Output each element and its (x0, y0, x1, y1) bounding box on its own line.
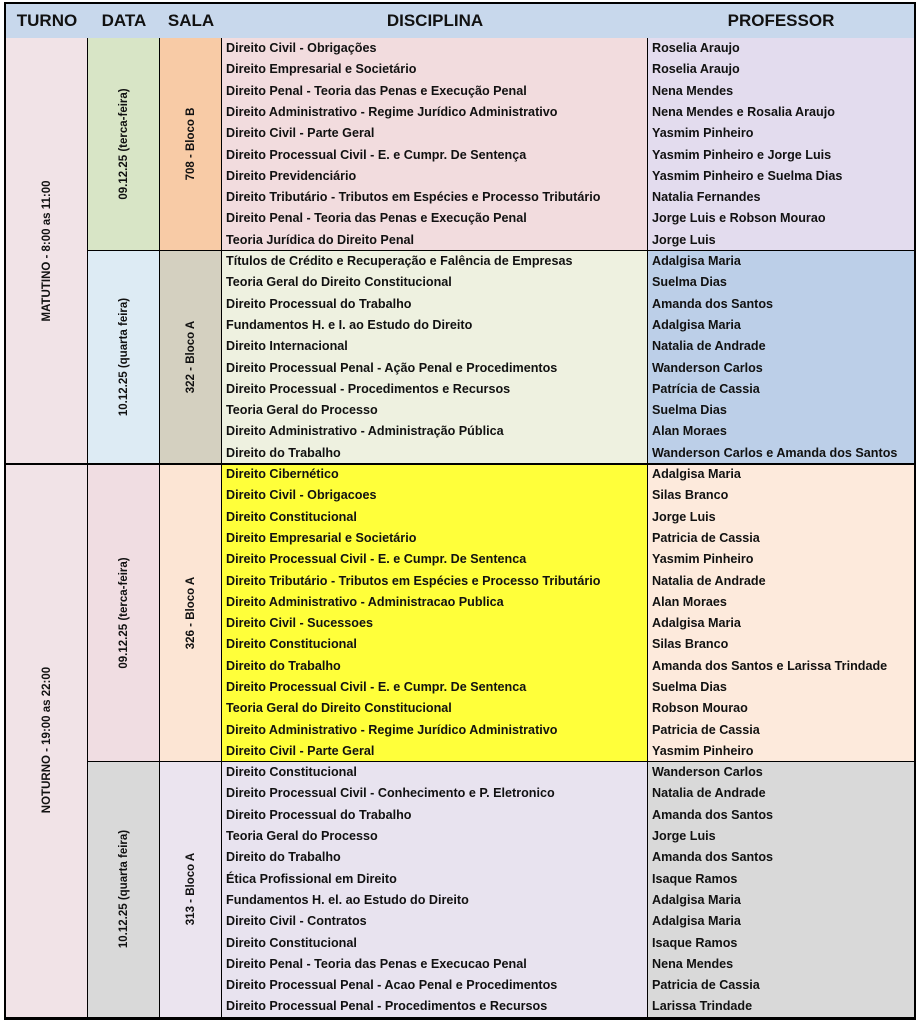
professor-cell: Alan Moraes (652, 424, 727, 439)
turno-label: NOTURNO - 19:00 as 22:00 (40, 667, 53, 814)
schedule-table (4, 2, 916, 1020)
professor-cell: Larissa Trindade (652, 999, 753, 1014)
disciplina-cell: Ética Profissional em Direito (226, 871, 397, 886)
header-sala: SALA (167, 11, 215, 30)
disciplina-cell: Direito Civil - Sucessoes (226, 616, 373, 631)
professor-cell: Isaque Ramos (652, 935, 738, 950)
professor-cell: Wanderson Carlos e Amanda dos Santos (652, 445, 898, 460)
professor-column (648, 251, 914, 464)
disciplina-cell: Direito Empresarial e Societário (226, 530, 417, 545)
professor-cell: Adalgisa Maria (652, 467, 741, 481)
professor-cell: Jorge Luis (652, 829, 716, 844)
professor-cell: Jorge Luis (652, 232, 716, 247)
date-label: 09.12.25 (terca-feira) (117, 88, 130, 200)
disciplina-cell: Direito Constitucional (226, 637, 357, 652)
disciplina-cell: Direito Processual Civil - E. e Cumpr. De Sentenca (226, 680, 527, 694)
disciplina-cell: Teoria Geral do Direito Constitucional (226, 275, 452, 290)
header-row (6, 4, 914, 40)
professor-cell: Nena Mendes (652, 83, 734, 98)
disciplina-cell: Direito Civil - Obrigacoes (226, 488, 377, 503)
professor-cell: Suelma Dias (652, 680, 727, 694)
professor-cell: Patricia de Cassia (652, 978, 760, 993)
disciplina-column (222, 762, 648, 1018)
disciplina-cell: Teoria Geral do Processo (226, 403, 378, 418)
disciplina-cell: Teoria Geral do Processo (226, 829, 378, 844)
professor-cell: Wanderson Carlos (652, 765, 763, 780)
professor-cell: Natalia Fernandes (652, 190, 761, 205)
date-cell (88, 762, 160, 1018)
disciplina-cell: Direito Processual Penal - Ação Penal e Procedimentos (226, 360, 558, 375)
disciplina-cell: Direito Processual Civil - Conhecimento e P. Eletronico (226, 786, 555, 801)
professor-cell: Robson Mourao (652, 701, 748, 716)
disciplina-cell: Direito Internacional (226, 339, 348, 354)
disciplina-cell: Fundamentos H. el. ao Estudo do Direito (226, 892, 469, 907)
professor-cell: Amanda dos Santos e Larissa Trindade (652, 658, 888, 673)
disciplina-cell: Direito do Trabalho (226, 445, 341, 460)
disciplina-cell: Direito Tributário - Tributos em Espécies e Processo Tributário (226, 190, 601, 205)
professor-cell: Jorge Luis e Robson Mourao (652, 211, 826, 226)
sala-label: 326 - Bloco A (184, 576, 197, 649)
disciplina-cell: Direito Civil - Obrigações (226, 41, 377, 55)
disciplina-cell: Direito Processual - Procedimentos e Recursos (226, 381, 511, 396)
professor-cell: Suelma Dias (652, 275, 727, 290)
disciplina-column (222, 38, 648, 251)
sala-cell (160, 251, 222, 464)
professor-cell: Silas Branco (652, 488, 729, 503)
header-turno: TURNO (16, 11, 78, 30)
disciplina-cell: Direito Administrativo - Regime Jurídico Administrativo (226, 104, 558, 119)
turno-matutino (6, 38, 88, 464)
turno-noturno (6, 464, 88, 1018)
disciplina-cell: Direito Processual do Trabalho (226, 807, 412, 822)
disciplina-cell: Direito do Trabalho (226, 850, 341, 865)
professor-cell: Yasmim Pinheiro (652, 126, 754, 141)
turno-separator (6, 463, 914, 465)
disciplina-cell: Direito Tributário - Tributos em Espécies e Processo Tributário (226, 573, 601, 588)
turno-label: MATUTINO - 8:00 as 11:00 (40, 179, 53, 322)
professor-cell: Adalgisa Maria (652, 317, 741, 332)
disciplina-cell: Direito Processual do Trabalho (226, 296, 412, 311)
disciplina-column (222, 464, 648, 762)
date-cell (88, 251, 160, 464)
disciplina-column (222, 251, 648, 464)
professor-cell: Adalgisa Maria (652, 892, 741, 907)
disciplina-cell: Direito Constitucional (226, 765, 357, 780)
professor-cell: Amanda dos Santos (652, 296, 774, 311)
date-cell (88, 464, 160, 762)
professor-cell: Jorge Luis (652, 509, 716, 524)
professor-column (648, 464, 914, 762)
date-label: 10.12.25 (quarta feira) (117, 830, 130, 949)
disciplina-cell: Fundamentos H. e I. ao Estudo do Direito (226, 317, 473, 332)
professor-cell: Wanderson Carlos (652, 360, 763, 375)
disciplina-cell: Direito Penal - Teoria das Penas e Execucao Penal (226, 956, 527, 971)
header-professor: PROFESSOR (727, 11, 835, 30)
disciplina-cell: Direito Processual Penal - Procedimentos e Recursos (226, 999, 548, 1014)
disciplina-cell: Direito Processual Civil - E. e Cumpr. De Sentenca (226, 552, 527, 567)
professor-cell: Natalia de Andrade (652, 339, 766, 354)
professor-cell: Adalgisa Maria (652, 616, 741, 631)
professor-cell: Yasmim Pinheiro (652, 743, 754, 758)
disciplina-cell: Teoria Jurídica do Direito Penal (226, 232, 415, 247)
professor-cell: Alan Moraes (652, 594, 727, 609)
disciplina-cell: Direito Penal - Teoria das Penas e Execução Penal (226, 211, 527, 226)
disciplina-cell: Direito Penal - Teoria das Penas e Execução Penal (226, 83, 527, 98)
professor-cell: Natalia de Andrade (652, 786, 766, 801)
disciplina-cell: Direito Administrativo - Administracao Publica (226, 594, 504, 609)
professor-cell: Patricia de Cassia (652, 722, 760, 737)
professor-cell: Yasmim Pinheiro e Suelma Dias (652, 168, 843, 183)
disciplina-cell: Direito Constitucional (226, 935, 357, 950)
professor-cell: Adalgisa Maria (652, 254, 741, 268)
disciplina-cell: Direito Processual Penal - Acao Penal e Procedimentos (226, 978, 558, 993)
professor-cell: Silas Branco (652, 637, 729, 652)
disciplina-cell: Direito Processual Civil - E. e Cumpr. De Sentença (226, 147, 527, 162)
professor-cell: Patricia de Cassia (652, 530, 760, 545)
disciplina-cell: Direito Civil - Parte Geral (226, 743, 375, 758)
sala-cell (160, 464, 222, 762)
professor-cell: Suelma Dias (652, 403, 727, 418)
header-data: DATA (101, 11, 147, 30)
professor-cell: Yasmim Pinheiro (652, 552, 754, 567)
professor-cell: Nena Mendes e Rosalia Araujo (652, 104, 835, 119)
header-disciplina: DISCIPLINA (386, 11, 484, 30)
professor-cell: Natalia de Andrade (652, 573, 766, 588)
disciplina-cell: Direito Administrativo - Regime Jurídico Administrativo (226, 722, 558, 737)
disciplina-cell: Direito Previdenciário (226, 168, 357, 183)
date-label: 10.12.25 (quarta feira) (117, 297, 130, 417)
disciplina-cell: Direito do Trabalho (226, 658, 341, 673)
sala-label: 708 - Bloco B (184, 107, 197, 181)
sala-label: 313 - Bloco A (184, 853, 197, 926)
disciplina-cell: Direito Civil - Contratos (226, 914, 367, 929)
disciplina-cell: Teoria Geral do Direito Constitucional (226, 701, 452, 716)
disciplina-cell: Direito Cibernético (226, 467, 339, 481)
professor-cell: Nena Mendes (652, 956, 734, 971)
professor-cell: Adalgisa Maria (652, 914, 741, 929)
professor-column (648, 762, 914, 1018)
disciplina-cell: Direito Civil - Parte Geral (226, 126, 375, 141)
date-label: 09.12.25 (terca-feira) (117, 556, 130, 669)
disciplina-cell: Direito Constitucional (226, 509, 357, 524)
professor-cell: Isaque Ramos (652, 871, 738, 886)
sala-label: 322 - Bloco A (184, 320, 197, 394)
professor-cell: Roselia Araujo (652, 62, 740, 77)
professor-cell: Amanda dos Santos (652, 807, 774, 822)
professor-cell: Roselia Araujo (652, 41, 740, 55)
disciplina-cell: Títulos de Crédito e Recuperação e Falência de Empresas (226, 254, 573, 268)
disciplina-cell: Direito Empresarial e Societário (226, 62, 417, 77)
professor-cell: Amanda dos Santos (652, 850, 774, 865)
professor-column (648, 38, 914, 251)
professor-cell: Yasmim Pinheiro e Jorge Luis (652, 147, 832, 162)
sala-cell (160, 762, 222, 1018)
sala-cell (160, 38, 222, 251)
professor-cell: Patrícia de Cassia (652, 381, 760, 396)
date-cell (88, 38, 160, 251)
disciplina-cell: Direito Administrativo - Administração Pública (226, 424, 504, 439)
